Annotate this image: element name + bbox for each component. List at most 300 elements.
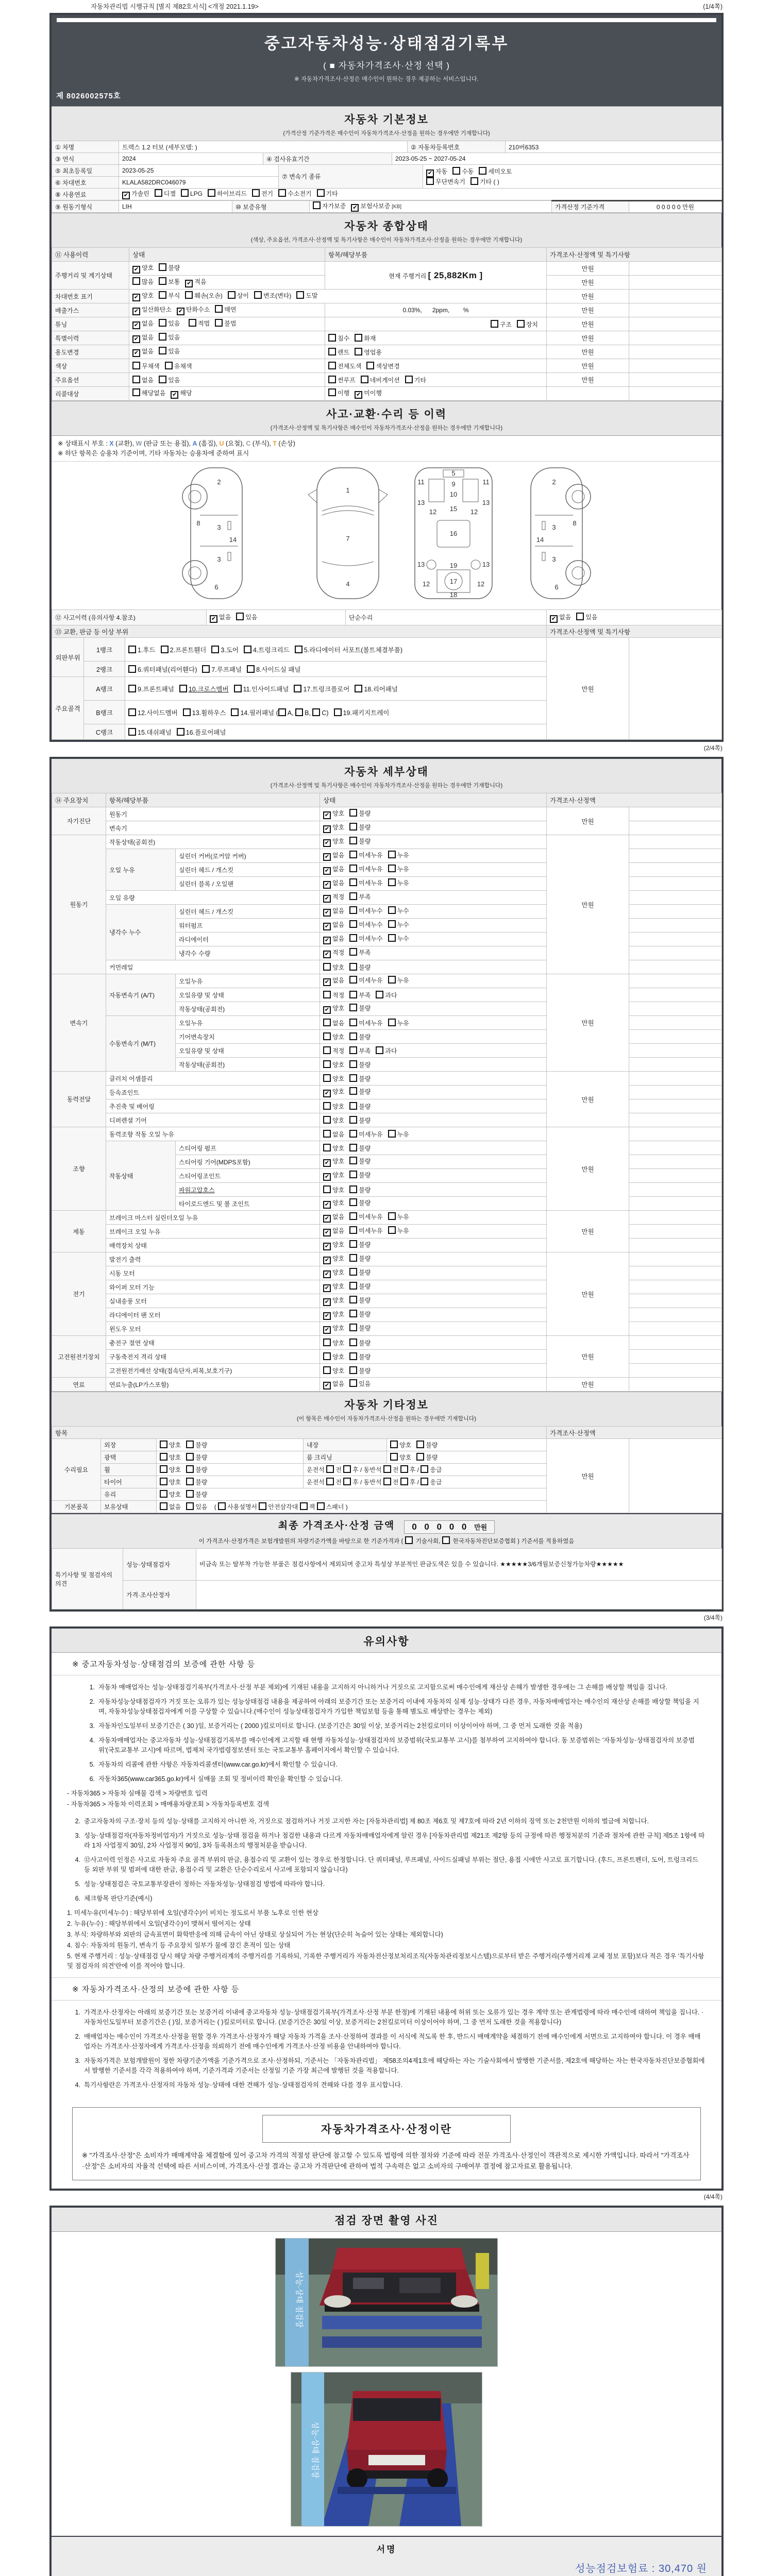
checkbox-option[interactable]: 누유 [388,878,409,887]
checkbox-icon[interactable] [416,1440,424,1448]
checkbox-icon[interactable]: ✔ [171,391,178,399]
panel-checkbox-option[interactable] [211,645,239,654]
final-price-value[interactable]: 0 0 0 0 0 만원 [404,1520,495,1534]
note-cell[interactable] [629,960,722,974]
checkbox-icon[interactable] [323,991,331,998]
checkbox-option[interactable]: ✔ 없음 [323,1212,344,1223]
price-cell[interactable]: 만원 [547,331,629,345]
checkbox-option[interactable]: 누수 [388,920,409,929]
car-name-value[interactable]: 트랙스 1.2 터보 (세부모델: ) [119,141,408,153]
checkbox-icon[interactable]: ✔ [132,294,140,301]
checkbox-option[interactable]: ✔ 양호 [323,1296,344,1306]
panel-checkbox-option[interactable] [355,684,398,693]
checkbox-icon[interactable] [317,189,325,197]
checkbox-icon[interactable] [236,613,244,620]
checkbox-option[interactable]: ✔ 양호 [132,291,154,301]
checkbox-option[interactable]: 기타 [317,189,338,198]
checkbox-icon[interactable] [160,1490,167,1498]
note-cell[interactable] [629,1002,722,1016]
checkbox-option[interactable]: 없음 [132,376,154,384]
checkbox-option[interactable]: 양호 [323,1366,344,1375]
checkbox-option[interactable]: 변조(변타) [254,291,291,300]
checkbox-icon[interactable] [388,906,396,914]
checkbox-icon[interactable] [355,334,362,342]
panel-checkbox-option[interactable] [179,684,229,693]
note-cell[interactable] [629,891,722,905]
checkbox-option[interactable]: 불량 [349,1171,371,1179]
checkbox-option[interactable]: 누유 [388,865,409,873]
checkbox-icon[interactable]: ✔ [323,923,331,930]
checkbox-icon[interactable] [254,291,262,299]
checkbox-icon[interactable] [128,728,136,736]
checkbox-icon[interactable]: ✔ [177,308,184,315]
checkbox-option[interactable]: 양호 [323,1144,344,1153]
checkbox-option[interactable]: 양호 [323,1032,344,1041]
checkbox-icon[interactable] [479,167,486,175]
note-cell[interactable] [629,1113,722,1127]
checkbox-icon[interactable]: ✔ [550,615,558,623]
checkbox-option[interactable]: ✔ 없음 [323,1379,344,1389]
checkbox-icon[interactable] [388,976,396,984]
checkbox-icon[interactable] [160,1502,167,1510]
note-cell[interactable] [629,1141,722,1155]
checkbox-option[interactable]: LPG [181,189,203,197]
checkbox-icon[interactable] [576,613,584,620]
note-cell[interactable] [629,1280,722,1294]
checkbox-icon[interactable] [328,388,336,396]
checkbox-option[interactable]: ✔ 양호 [323,809,344,819]
checkbox-option[interactable]: 양호 [323,1185,344,1194]
checkbox-icon[interactable] [128,708,136,716]
checkbox-icon[interactable] [294,685,301,692]
checkbox-icon[interactable] [400,1465,408,1473]
checkbox-option[interactable]: 기타 [405,376,426,384]
checkbox-option[interactable]: 색상변경 [366,362,399,370]
checkbox-icon[interactable]: ✔ [351,204,359,212]
checkbox-icon[interactable] [349,1379,357,1387]
checkbox-icon[interactable] [349,1198,357,1206]
checkbox-option[interactable]: 양호 [160,1453,181,1462]
checkbox-icon[interactable] [160,1440,167,1448]
checkbox-icon[interactable] [349,1366,357,1374]
checkbox-icon[interactable]: ✔ [323,867,331,875]
checkbox-option[interactable]: 불량 [349,1032,371,1041]
checkbox-icon[interactable] [323,1019,331,1026]
checkbox-icon[interactable] [323,1352,331,1360]
checkbox-option[interactable]: 미세누수 [349,934,382,943]
checkbox-icon[interactable]: ✔ [323,1229,331,1236]
checkbox-option[interactable]: 양호 [323,1102,344,1111]
checkbox-option[interactable]: 화재 [355,334,376,343]
checkbox-icon[interactable] [228,291,236,299]
checkbox-option[interactable]: 미세누수 [349,906,382,915]
checkbox-option[interactable]: 누수 [388,934,409,943]
checkbox-option[interactable]: 양호 [323,1352,344,1361]
checkbox-icon[interactable] [186,1478,194,1485]
checkbox-option[interactable]: ✔ 양호 [323,1240,344,1250]
checkbox-option[interactable]: ✔ 양호 [323,1324,344,1334]
checkbox-option[interactable]: 불량 [349,837,371,845]
checkbox-option[interactable]: ✔ 없음 [550,613,571,623]
checkbox-icon[interactable]: ✔ [323,1159,331,1167]
checkbox-option[interactable]: 유채색 [165,362,192,370]
checkbox-icon[interactable]: ✔ [323,853,331,861]
panel-checkbox-option[interactable] [295,645,402,654]
checkbox-icon[interactable]: ✔ [323,881,331,889]
checkbox-icon[interactable] [349,1352,357,1360]
note-cell[interactable] [629,849,722,863]
checkbox-icon[interactable] [426,177,434,185]
price-cell[interactable]: 만원 [547,1439,629,1513]
note-cell[interactable] [629,638,722,740]
inspection-validity-value[interactable]: 2023-05-25 ~ 2027-05-24 [392,153,722,165]
checkbox-icon[interactable] [349,1240,357,1248]
checkbox-icon[interactable] [323,1060,331,1068]
checkbox-option[interactable]: ✔ 양호 [323,1087,344,1097]
checkbox-icon[interactable] [349,1254,357,1262]
checkbox-icon[interactable] [328,348,336,355]
checkbox-icon[interactable] [388,920,396,928]
checkbox-icon[interactable]: ✔ [323,1257,331,1264]
checkbox-option[interactable]: 구조 [491,320,512,329]
checkbox-option[interactable]: 이행 [328,388,349,397]
checkbox-option[interactable]: 없음 [323,1130,344,1139]
note-cell[interactable] [629,905,722,919]
checkbox-icon[interactable] [218,1502,226,1510]
checkbox-icon[interactable] [160,1453,167,1461]
note-cell[interactable] [629,387,722,401]
checkbox-icon[interactable] [183,708,191,716]
checkbox-icon[interactable]: ✔ [323,909,331,917]
checkbox-option[interactable]: ✔ 양호 [323,1004,344,1014]
price-cell[interactable]: 만원 [547,835,629,974]
checkbox-option[interactable]: 불량 [349,809,371,818]
checkbox-option[interactable]: 양호 [160,1478,181,1486]
checkbox-icon[interactable] [376,1046,383,1054]
note-cell[interactable] [629,974,722,988]
checkbox-icon[interactable] [160,1465,167,1473]
note-cell[interactable] [629,1030,722,1044]
checkbox-option[interactable]: 부족 [349,991,371,999]
checkbox-option[interactable]: 있음 [236,613,257,621]
checkbox-option[interactable]: ✔ 없음 [132,347,154,357]
checkbox-icon[interactable] [388,851,396,858]
checkbox-icon[interactable]: ✔ [323,811,331,819]
checkbox-icon[interactable] [215,319,223,327]
checkbox-option[interactable]: 불법 [215,319,236,328]
checkbox-icon[interactable] [326,1478,334,1485]
checkbox-option[interactable]: ✔ 양호 [323,837,344,847]
checkbox-icon[interactable] [247,665,255,673]
panel-checkbox-option[interactable] [128,645,156,654]
note-cell[interactable] [629,1044,722,1058]
checkbox-icon[interactable] [349,892,357,900]
checkbox-icon[interactable] [343,1478,351,1485]
checkbox-option[interactable]: 침수 [328,334,349,343]
checkbox-option[interactable]: 수소전기 [278,189,311,198]
checkbox-icon[interactable] [300,1502,308,1510]
panel-checkbox-option[interactable] [183,708,226,717]
checkbox-option[interactable]: 자가보증 [313,201,346,210]
checkbox-icon[interactable] [161,646,169,653]
checkbox-option[interactable]: ✔ 양호 [323,1282,344,1292]
price-cell[interactable]: 만원 [547,1127,629,1211]
note-cell[interactable] [629,1439,722,1513]
checkbox-option[interactable]: 훼손(오손) [185,291,222,300]
checkbox-icon[interactable] [349,1087,357,1095]
price-cell[interactable]: 만원 [547,290,629,303]
checkbox-option[interactable]: ✔ 없음 [132,333,154,343]
checkbox-option[interactable]: 있음 [159,333,180,342]
checkbox-icon[interactable] [159,291,166,299]
checkbox-option[interactable]: ✔ 없음 [323,1226,344,1236]
checkbox-icon[interactable]: ✔ [323,1382,331,1389]
checkbox-icon[interactable] [312,708,320,716]
checkbox-icon[interactable]: ✔ [323,1284,331,1292]
checkbox-icon[interactable] [179,685,187,692]
panel-checkbox-option[interactable] [294,684,349,693]
checkbox-icon[interactable] [159,319,166,327]
checkbox-option[interactable]: 세미오토 [479,167,512,176]
model-year-value[interactable]: 2024 [119,153,263,165]
checkbox-icon[interactable] [361,376,368,383]
note-cell[interactable] [629,821,722,835]
checkbox-icon[interactable]: ✔ [323,1006,331,1014]
checkbox-option[interactable]: 누유 [388,851,409,859]
checkbox-icon[interactable] [349,1212,357,1220]
note-cell[interactable] [629,1225,722,1239]
price-cell[interactable]: 만원 [547,359,629,373]
checkbox-icon[interactable] [349,865,357,872]
panel-checkbox-option[interactable]: 14.필러패널 ( A, B, C) [231,708,328,717]
checkbox-icon[interactable] [328,376,336,383]
checkbox-option[interactable]: 미세누유 [349,1226,382,1235]
checkbox-option[interactable]: 불량 [349,1310,371,1318]
checkbox-option[interactable]: 미세누유 [349,1212,382,1221]
checkbox-option[interactable]: 매연 [215,305,236,314]
checkbox-option[interactable]: 불량 [186,1440,207,1449]
price-cell[interactable]: 만원 [547,303,629,317]
checkbox-option[interactable]: 불량 [349,1144,371,1153]
checkbox-option[interactable]: 양호 [323,1116,344,1125]
checkbox-icon[interactable] [328,362,336,369]
checkbox-icon[interactable] [470,177,478,185]
checkbox-icon[interactable] [349,991,357,998]
checkbox-icon[interactable] [376,991,383,998]
checkbox-icon[interactable]: ✔ [323,825,331,833]
price-cell[interactable]: 만원 [547,345,629,359]
checkbox-icon[interactable] [388,1226,396,1234]
checkbox-option[interactable]: 부족 [349,892,371,901]
checkbox-icon[interactable] [349,823,357,831]
checkbox-option[interactable]: 있음 [576,613,597,621]
note-cell[interactable] [629,359,722,373]
checkbox-option[interactable]: 불량 [349,1185,371,1194]
checkbox-option[interactable]: ✔ 양호 [323,1268,344,1278]
note-cell[interactable] [629,1086,722,1099]
checkbox-icon[interactable] [349,1226,357,1234]
checkbox-option[interactable]: 미세누수 [349,920,382,929]
checkbox-option[interactable]: ✔ 자동 [426,167,447,177]
checkbox-icon[interactable] [349,963,357,971]
checkbox-option[interactable]: ✔ 적정 [323,892,344,903]
checkbox-icon[interactable] [349,1296,357,1303]
checkbox-icon[interactable] [159,277,166,285]
note-cell[interactable] [629,1072,722,1086]
panel-checkbox-option[interactable] [128,684,174,693]
checkbox-icon[interactable]: ✔ [185,280,193,287]
checkbox-icon[interactable] [355,685,362,692]
checkbox-option[interactable]: 불량 [349,963,371,972]
checkbox-icon[interactable] [323,1116,331,1124]
checkbox-icon[interactable] [400,1478,408,1485]
checkbox-icon[interactable] [517,320,525,328]
checkbox-option[interactable]: 있음 [159,319,180,328]
checkbox-option[interactable]: 하이브리드 [208,189,247,198]
checkbox-icon[interactable]: ✔ [323,1312,331,1320]
checkbox-icon[interactable] [317,1502,325,1510]
checkbox-icon[interactable] [231,708,239,716]
checkbox-option[interactable]: 불량 [349,1198,371,1207]
checkbox-option[interactable]: 불량 [349,1268,371,1277]
checkbox-option[interactable]: 부족 [349,1046,371,1055]
price-cell[interactable]: 만원 [547,373,629,387]
panel-checkbox-option[interactable] [247,665,300,674]
checkbox-option[interactable]: ✔ 가솔린 [122,189,149,199]
checkbox-icon[interactable] [244,646,251,653]
checkbox-icon[interactable] [388,1212,396,1220]
checkbox-option[interactable]: 영업용 [355,348,382,357]
checkbox-icon[interactable] [313,201,321,209]
checkbox-icon[interactable]: ✔ [323,1201,331,1209]
price-cell[interactable]: 만원 [547,1252,629,1336]
checkbox-option[interactable]: 불량 [349,1157,371,1165]
note-cell[interactable] [629,1308,722,1322]
note-cell[interactable] [629,345,722,359]
checkbox-icon[interactable] [323,963,331,971]
checkbox-icon[interactable]: ✔ [323,1243,331,1250]
checkbox-icon[interactable] [349,1171,357,1178]
note-cell[interactable] [629,290,722,303]
checkbox-option[interactable]: ✔ 양호 [323,1171,344,1181]
checkbox-icon[interactable] [186,1440,194,1448]
checkbox-option[interactable]: 누수 [388,906,409,915]
checkbox-icon[interactable] [388,878,396,886]
checkbox-option[interactable]: 없음 [323,1019,344,1027]
checkbox-icon[interactable] [349,837,357,844]
checkbox-option[interactable]: 미세누유 [349,1130,382,1139]
checkbox-option[interactable]: ✔ 적정 [323,948,344,958]
checkbox-icon[interactable] [132,362,140,369]
price-cell[interactable]: 만원 [547,807,629,835]
checkbox-option[interactable]: 미세누유 [349,1019,382,1027]
checkbox-icon[interactable]: ✔ [323,1090,331,1097]
checkbox-icon[interactable] [278,189,286,197]
checkbox-option[interactable]: 불량 [159,263,180,272]
checkbox-option[interactable]: 무채색 [132,362,160,370]
checkbox-option[interactable]: 누유 [388,1226,409,1235]
checkbox-option[interactable]: ✔ 없음 [210,613,231,623]
checkbox-icon[interactable] [349,1310,357,1317]
checkbox-option[interactable]: ✔ 일산화탄소 [132,305,172,315]
note-cell[interactable] [629,1169,722,1183]
checkbox-option[interactable]: 불량 [349,1296,371,1304]
checkbox-option[interactable]: 양호 [160,1465,181,1474]
checkbox-icon[interactable] [132,376,140,383]
checkbox-option[interactable]: 부족 [349,948,371,957]
checkbox-option[interactable]: 양호 [390,1440,411,1449]
checkbox-icon[interactable] [181,189,189,197]
checkbox-option[interactable]: 있음 [349,1379,371,1388]
price-cell[interactable]: 만원 [547,1378,629,1392]
note-cell[interactable] [629,1266,722,1280]
panel-checkbox-option[interactable] [334,708,390,717]
checkbox-icon[interactable] [186,1453,194,1461]
note-cell[interactable] [629,807,722,821]
checkbox-option[interactable]: 디젤 [155,189,176,198]
note-cell[interactable] [629,946,722,960]
checkbox-option[interactable]: 불량 [349,1352,371,1361]
checkbox-icon[interactable] [416,1453,424,1461]
checkbox-option[interactable]: 있음 [159,347,180,355]
checkbox-option[interactable]: 미세누유 [349,865,382,873]
checkbox-icon[interactable]: ✔ [323,895,331,903]
checkbox-option[interactable]: 불량 [349,823,371,832]
note-cell[interactable] [629,1378,722,1392]
checkbox-icon[interactable] [405,1536,413,1544]
checkbox-icon[interactable]: ✔ [132,335,140,343]
vin-value[interactable]: KLALA582DRC046079 [119,177,279,189]
checkbox-option[interactable]: 불량 [186,1453,207,1462]
checkbox-option[interactable]: 양호 [160,1490,181,1499]
checkbox-option[interactable]: ✔ 양호 [323,1157,344,1167]
checkbox-icon[interactable] [208,189,215,197]
checkbox-icon[interactable]: ✔ [210,615,217,623]
checkbox-icon[interactable]: ✔ [426,170,434,177]
checkbox-option[interactable]: 불량 [349,1324,371,1332]
checkbox-option[interactable]: 미세누유 [349,976,382,985]
checkbox-icon[interactable] [186,1490,194,1498]
checkbox-icon[interactable] [349,1185,357,1193]
checkbox-option[interactable]: ✔ 없음 [323,976,344,986]
checkbox-option[interactable]: 불량 [186,1490,207,1499]
checkbox-icon[interactable] [159,333,166,341]
note-cell[interactable] [629,262,722,276]
checkbox-option[interactable]: 양호 [323,1338,344,1347]
checkbox-icon[interactable] [421,1478,428,1485]
price-cell[interactable]: 만원 [547,638,629,740]
note-cell[interactable] [629,1183,722,1197]
note-cell[interactable] [629,1336,722,1350]
checkbox-icon[interactable]: ✔ [323,839,331,847]
checkbox-option[interactable]: 누유 [388,976,409,985]
checkbox-option[interactable]: 적정 [323,991,344,999]
checkbox-icon[interactable] [132,277,140,285]
engine-type-value[interactable]: LIH [119,201,232,213]
note-cell[interactable] [629,1252,722,1266]
checkbox-icon[interactable] [160,1478,167,1485]
inspector-opinion[interactable]: 비금속 또는 탈부착 가능한 부품은 점검사항에서 제외되며 중고차 특성상 부분적인 판금도색은 있을 수 있습니다. ★★★★★3/6개월보증신청가능차량★★★★★ [196,1549,722,1581]
checkbox-option[interactable]: 상이 [228,291,249,300]
checkbox-icon[interactable] [349,1324,357,1331]
checkbox-option[interactable]: 양호 [390,1453,411,1462]
checkbox-option[interactable]: ✔ 양호 [323,1254,344,1264]
checkbox-icon[interactable] [349,1074,357,1082]
panel-checkbox-option[interactable] [244,645,290,654]
checkbox-icon[interactable] [405,376,413,383]
checkbox-option[interactable]: ✔ 미이행 [355,388,382,399]
checkbox-icon[interactable]: ✔ [122,192,130,199]
